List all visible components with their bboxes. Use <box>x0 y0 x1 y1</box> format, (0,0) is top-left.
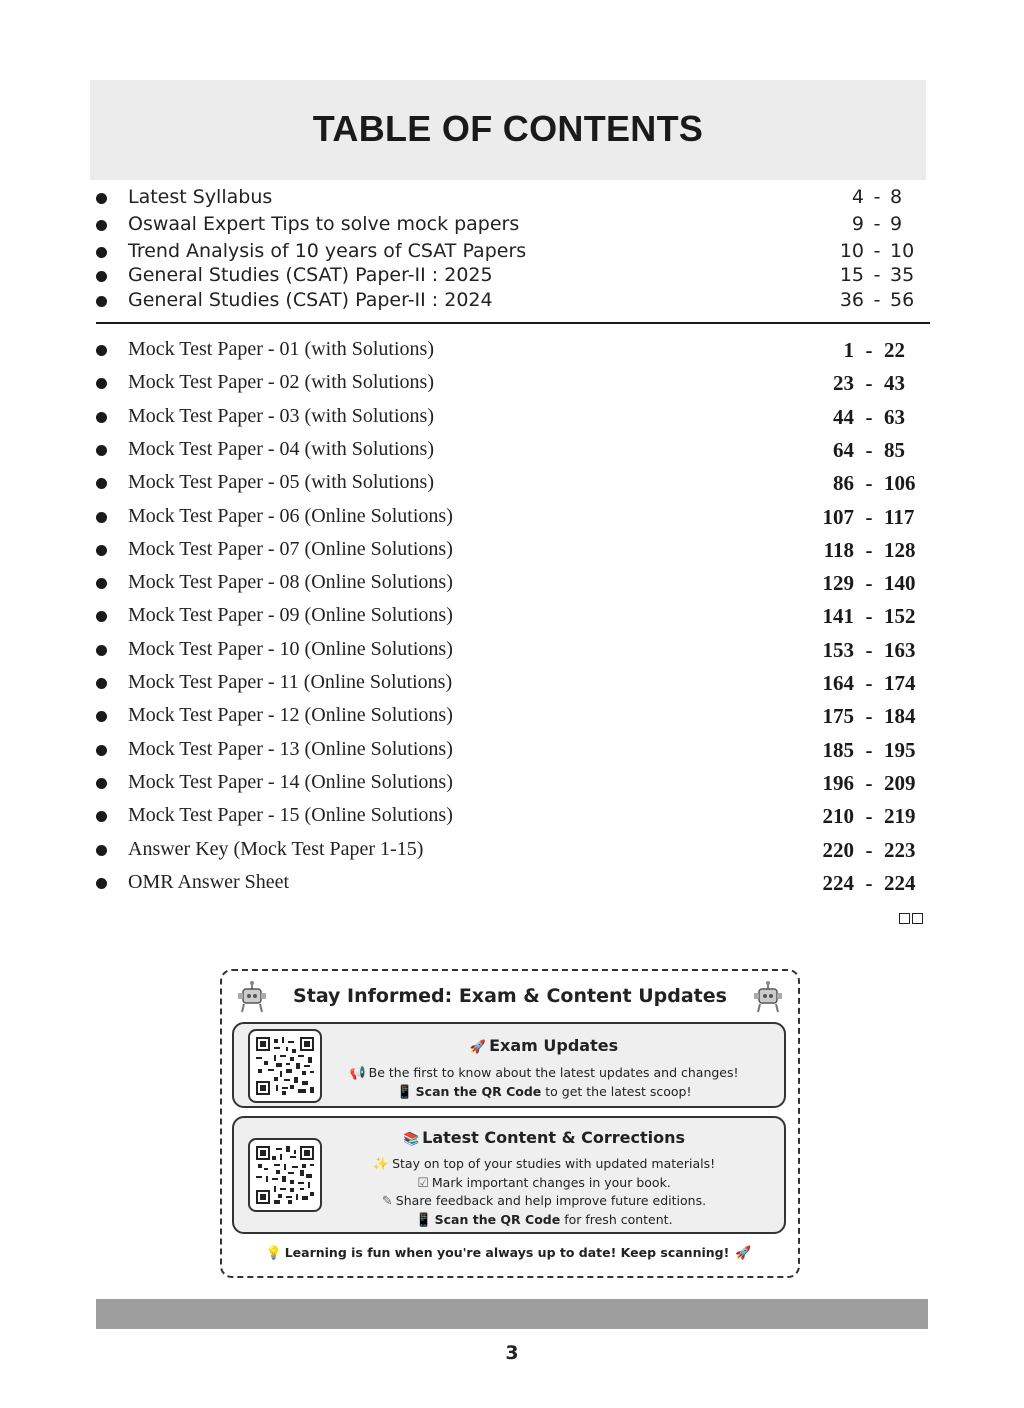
toc-entry-title: Mock Test Paper - 09 (Online Solutions) <box>128 604 453 627</box>
rocket-icon: 🚀 <box>469 1040 487 1055</box>
toc-entry[interactable] <box>96 438 930 464</box>
page-dash: - <box>865 704 873 729</box>
pencil-icon: ✎ <box>381 1194 393 1209</box>
toc-entry-title: Mock Test Paper - 11 (Online Solutions) <box>128 671 453 693</box>
exam-updates-heading-text: Exam Updates <box>489 1036 619 1055</box>
page-number: 3 <box>505 1342 519 1364</box>
page-from: 4 <box>851 186 864 208</box>
toc-entry-pages <box>804 738 930 763</box>
scan-qr-bold-text: Scan the QR Code <box>434 1212 561 1227</box>
updates-footer-text: Learning is fun when you're always up to date! Keep scanning! <box>284 1245 730 1260</box>
page-dash: - <box>865 870 873 895</box>
content-updates-line-2 <box>234 1175 784 1191</box>
toc-entry[interactable] <box>96 289 930 315</box>
page-dash: - <box>865 504 873 529</box>
bullet-icon <box>96 220 107 231</box>
content-updates-line-4-text: for fresh content. <box>560 1212 673 1227</box>
bullet-icon <box>96 247 107 258</box>
robot-icon <box>750 979 786 1015</box>
page-title: TABLE OF CONTENTS <box>312 108 704 149</box>
toc-entry-pages <box>812 289 930 311</box>
toc-entry-pages <box>804 538 930 563</box>
toc-entry-title: Mock Test Paper - 13 (Online Solutions) <box>128 737 453 760</box>
page-from: 129 <box>822 571 854 596</box>
exam-updates-heading <box>234 1036 784 1055</box>
toc-entry-pages <box>804 471 930 496</box>
page-from: 23 <box>833 371 854 396</box>
scan-qr-bold-text: Scan the QR Code <box>415 1084 542 1099</box>
page-dash: - <box>873 186 881 208</box>
toc-entry[interactable] <box>96 604 930 630</box>
page-from: 44 <box>833 404 854 429</box>
page-dash: - <box>873 213 881 235</box>
toc-entry-pages <box>804 804 930 829</box>
toc-entry-pages <box>804 838 930 863</box>
content-updates-line-1-text: Stay on top of your studies with updated materials! <box>392 1156 716 1171</box>
content-updates-line-3-text: Share feedback and help improve future editions. <box>395 1193 707 1208</box>
toc-entry-pages <box>804 771 930 796</box>
bullet-icon <box>96 778 107 789</box>
exam-updates-line-2-text: to get the latest scoop! <box>541 1084 692 1099</box>
bullet-icon <box>96 296 107 307</box>
bullet-icon <box>96 645 107 656</box>
content-updates-panel <box>232 1116 786 1234</box>
toc-entry[interactable] <box>96 671 930 697</box>
toc-entry-title: Mock Test Paper - 14 (Online Solutions) <box>128 770 453 793</box>
toc-entry[interactable] <box>96 264 930 290</box>
footer-band <box>96 1299 928 1329</box>
toc-entry-pages <box>812 240 930 262</box>
content-updates-line-3 <box>234 1193 784 1209</box>
page-dash: - <box>865 471 873 496</box>
page-dash: - <box>873 264 881 286</box>
toc-entry-pages <box>804 338 930 363</box>
content-updates-line-2-text: Mark important changes in your book. <box>431 1175 671 1190</box>
page-from: 1 <box>843 338 854 362</box>
bullet-icon <box>96 578 107 589</box>
toc-entry[interactable] <box>96 804 930 830</box>
page-to: 174 <box>884 671 916 695</box>
page-dash: - <box>865 437 873 462</box>
toc-entry-title: Mock Test Paper - 08 (Online Solutions) <box>128 571 453 594</box>
toc-entry-title: Mock Test Paper - 02 (with Solutions) <box>128 371 434 394</box>
toc-entry[interactable] <box>96 471 930 497</box>
page-from: 164 <box>822 671 854 695</box>
bullet-icon <box>96 378 107 389</box>
bullet-icon <box>96 611 107 622</box>
page-dash: - <box>865 637 873 662</box>
page-to: 219 <box>884 804 916 829</box>
bullet-icon <box>96 271 107 282</box>
toc-entry-title: General Studies (CSAT) Paper-II : 2025 <box>128 264 493 286</box>
page-to: 223 <box>884 837 916 862</box>
bullet-icon <box>96 545 107 556</box>
toc-entry-pages <box>804 638 930 663</box>
toc-entry[interactable] <box>96 505 930 531</box>
page-from: 10 <box>839 240 864 262</box>
toc-entry-title: OMR Answer Sheet <box>128 870 290 893</box>
page-from: 224 <box>822 870 854 895</box>
toc-entry-pages <box>812 186 930 208</box>
toc-entry-pages <box>804 505 930 530</box>
sparkle-icon: ✨ <box>372 1157 390 1172</box>
page-dash: - <box>865 404 873 429</box>
toc-entry-title: Answer Key (Mock Test Paper 1-15) <box>128 837 424 860</box>
page-to: 163 <box>884 637 916 662</box>
toc-entry-pages <box>804 604 930 629</box>
toc-entry[interactable] <box>96 538 930 564</box>
toc-entry-pages <box>804 671 930 696</box>
page-to: 63 <box>884 404 905 429</box>
end-mark-box-icon <box>899 913 910 924</box>
toc-entry[interactable] <box>96 371 930 397</box>
page-dash: - <box>873 289 881 311</box>
page-to: 195 <box>884 737 916 762</box>
page-to: 128 <box>884 537 916 562</box>
toc-entry[interactable] <box>96 838 930 864</box>
page-dash: - <box>865 770 873 795</box>
page-from: 107 <box>822 504 854 529</box>
page-from: 196 <box>822 770 854 795</box>
toc-entry-title: Mock Test Paper - 01 (with Solutions) <box>128 338 434 360</box>
page-dash: - <box>865 537 873 562</box>
page-dash: - <box>865 604 873 629</box>
page-from: 64 <box>833 437 854 462</box>
toc-entry-pages <box>804 405 930 430</box>
page-from: 210 <box>822 804 854 829</box>
page-to: 184 <box>884 704 916 729</box>
content-updates-line-4 <box>234 1212 784 1228</box>
bullet-icon <box>96 678 107 689</box>
exam-updates-line-1-text: Be the first to know about the latest updates and changes! <box>368 1065 739 1080</box>
page-to: 9 <box>890 213 903 235</box>
toc-entry-pages <box>804 871 930 896</box>
bullet-icon <box>96 878 107 889</box>
content-updates-heading <box>234 1128 784 1147</box>
toc-entry-title: Latest Syllabus <box>128 186 273 208</box>
updates-footer-note <box>222 1245 798 1261</box>
page-to: 117 <box>884 504 915 529</box>
page-dash: - <box>865 671 873 695</box>
page-from: 15 <box>839 264 864 286</box>
page-dash: - <box>865 338 873 362</box>
toc-entry-pages <box>804 371 930 396</box>
updates-box-title: Stay Informed: Exam & Content Updates <box>293 985 727 1007</box>
page-from: 86 <box>833 471 854 496</box>
bullet-icon <box>96 478 107 489</box>
bullet-icon <box>96 845 107 856</box>
page-to: 224 <box>884 870 916 895</box>
phone-icon: 📱 <box>415 1213 432 1228</box>
page-dash: - <box>865 571 873 596</box>
toc-entry-title: Mock Test Paper - 10 (Online Solutions) <box>128 637 453 660</box>
page-dash: - <box>865 804 873 829</box>
page-from: 220 <box>822 837 854 862</box>
page-to: 10 <box>890 240 915 262</box>
page-from: 185 <box>822 737 854 762</box>
page-to: 35 <box>890 264 915 286</box>
toc-entry-title: Mock Test Paper - 03 (with Solutions) <box>128 404 434 427</box>
page-to: 56 <box>890 289 915 311</box>
bullet-icon <box>96 345 107 356</box>
toc-entry-pages <box>804 571 930 596</box>
toc-entry-title: General Studies (CSAT) Paper-II : 2024 <box>128 289 493 311</box>
page-to: 8 <box>890 186 903 208</box>
page-dash: - <box>873 240 881 262</box>
toc-entry-pages <box>812 213 930 235</box>
bullet-icon <box>96 811 107 822</box>
content-updates-heading-text: Latest Content & Corrections <box>422 1128 686 1147</box>
megaphone-icon: 📢 <box>349 1066 366 1081</box>
toc-entry-title: Mock Test Paper - 05 (with Solutions) <box>128 471 434 494</box>
toc-entry-pages <box>812 264 930 286</box>
page-to: 152 <box>884 604 916 629</box>
section-divider <box>96 322 930 324</box>
bullet-icon <box>96 512 107 523</box>
toc-entry-title: Oswaal Expert Tips to solve mock papers <box>128 213 520 235</box>
toc-entry-pages <box>804 438 930 463</box>
bullet-icon <box>96 745 107 756</box>
books-icon: 📚 <box>402 1132 420 1147</box>
page-from: 9 <box>851 213 864 235</box>
page-to: 106 <box>884 471 916 496</box>
toc-entry[interactable] <box>96 240 930 266</box>
toc-entry[interactable] <box>96 638 930 664</box>
toc-entry[interactable] <box>96 405 930 431</box>
toc-entry-title: Mock Test Paper - 06 (Online Solutions) <box>128 504 453 527</box>
page-to: 85 <box>884 437 905 462</box>
updates-box <box>220 969 800 1278</box>
page-dash: - <box>865 737 873 762</box>
toc-entry-pages <box>804 704 930 729</box>
toc-entry[interactable] <box>96 338 930 364</box>
content-updates-line-1 <box>234 1156 784 1172</box>
phone-icon: 📱 <box>396 1085 413 1100</box>
bullet-icon <box>96 412 107 423</box>
page-from: 118 <box>823 537 854 562</box>
page-dash: - <box>865 837 873 862</box>
exam-updates-line-1 <box>234 1065 784 1081</box>
rocket-icon: 🚀 <box>735 1246 752 1261</box>
toc-entry[interactable] <box>96 871 930 897</box>
toc-entry[interactable] <box>96 571 930 597</box>
page-to: 209 <box>884 770 916 795</box>
exam-updates-line-2 <box>234 1084 784 1100</box>
page-from: 141 <box>822 604 854 629</box>
page-from: 36 <box>839 289 864 311</box>
end-mark <box>899 913 923 924</box>
page-dash: - <box>865 371 873 396</box>
toc-entry-title: Mock Test Paper - 04 (with Solutions) <box>128 437 434 460</box>
page-to: 22 <box>884 338 905 362</box>
page-to: 43 <box>884 371 905 396</box>
toc-entry-title: Mock Test Paper - 15 (Online Solutions) <box>128 804 453 827</box>
bullet-icon <box>96 711 107 722</box>
toc-entry-title: Mock Test Paper - 12 (Online Solutions) <box>128 704 453 727</box>
toc-entry[interactable] <box>96 213 930 239</box>
bullet-icon <box>96 193 107 204</box>
checkbox-icon: ☑ <box>417 1176 429 1191</box>
toc-entry[interactable] <box>96 771 930 797</box>
toc-entry[interactable] <box>96 186 930 212</box>
end-mark-box-icon <box>912 913 923 924</box>
toc-entry-title: Trend Analysis of 10 years of CSAT Papers <box>128 240 527 262</box>
lightbulb-icon: 💡 <box>265 1246 282 1261</box>
bullet-icon <box>96 445 107 456</box>
page-from: 175 <box>822 704 854 729</box>
page-to: 140 <box>884 571 916 596</box>
exam-updates-panel <box>232 1022 786 1108</box>
page-from: 153 <box>822 637 854 662</box>
toc-entry[interactable] <box>96 738 930 764</box>
toc-entry[interactable] <box>96 704 930 730</box>
toc-entry-title: Mock Test Paper - 07 (Online Solutions) <box>128 537 453 560</box>
